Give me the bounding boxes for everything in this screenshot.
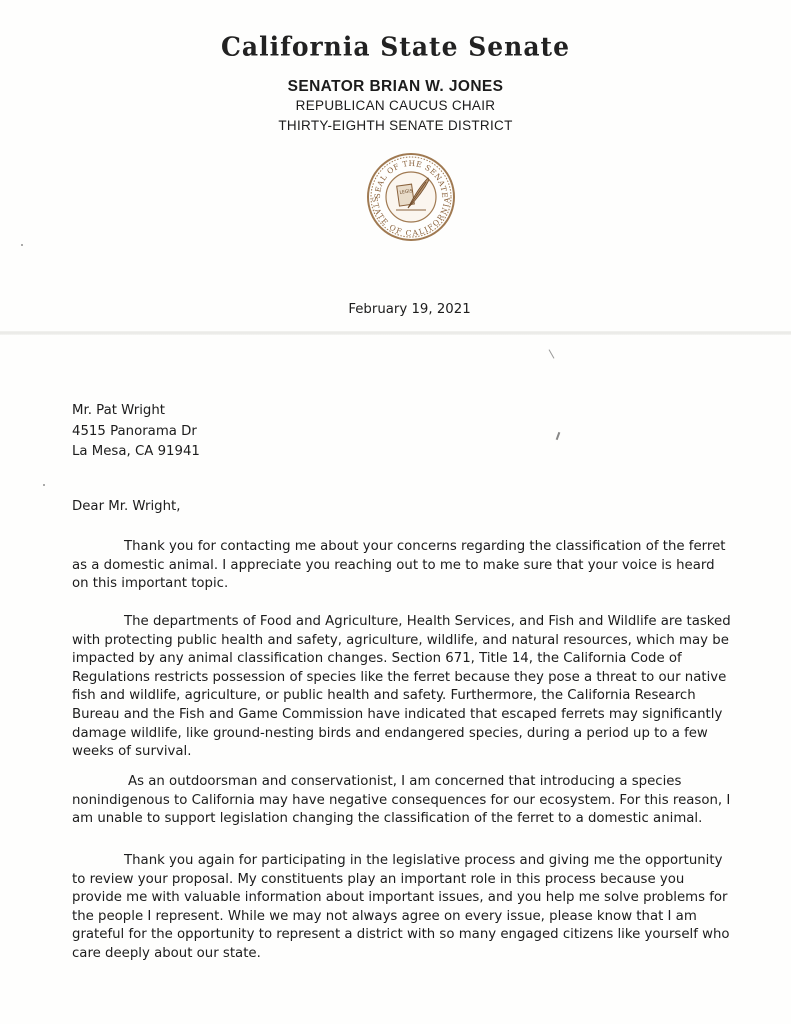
recipient-name: Mr. Pat Wright — [72, 403, 165, 418]
letter-date: February 19, 2021 — [348, 302, 471, 317]
senate-district: THIRTY-EIGHTH SENATE DISTRICT — [278, 118, 513, 133]
body-paragraph-3: As an outdoorsman and conservationist, I am concerned that introducing a species nonindigenous to California may have negative consequences for our ecosystem. For this reason, I am unable to support legislation changing the classification of the ferret to a domestic animal. — [72, 774, 731, 827]
seal-top-text: SEAL OF THE SENATE — [372, 158, 450, 199]
body-paragraph-1: Thank you for contacting me about your concerns regarding the classification of the ferret as a domestic animal. I appreciate you reaching out to me to make sure that your voice is heard on this important topic. — [72, 539, 726, 592]
seal-book-text: LEGIS — [399, 189, 413, 196]
scan-speck — [21, 244, 23, 246]
chamber-title: California State Senate — [220, 31, 570, 62]
body-paragraph-2: The departments of Food and Agriculture, Health Services, and Fish and Wildlife are tasked with protecting public health and safety, agriculture, wildlife, and natural resources, which may be impacted by any animal classification changes. Section 671, Title 14, the California Code of Regulations restricts possession of species like the ferret because they pose a threat to our native fish and wildlife, agriculture, or public health and safety. Furthermore, the California Research Bureau and the Fish and Game Commission have indicated that escaped ferrets may significantly damage wildlife, like ground-nesting birds and endangered species, during a period up to a few weeks of survival. — [72, 614, 731, 760]
paper-fold-line — [0, 331, 791, 335]
body-paragraph-4: Thank you again for participating in the legislative process and giving me the opportunity to review your proposal. My constituents play an important role in this process because you provide me with valuable information about important issues, and you help me solve problems for the people I represent. While we may not always agree on every issue, please know that I am grateful for the opportunity to represent a district with so many engaged citizens like yourself who care deeply about our state. — [72, 853, 730, 961]
salutation: Dear Mr. Wright, — [72, 499, 181, 514]
senator-name: SENATOR BRIAN W. JONES — [287, 78, 504, 95]
scan-speck — [43, 484, 45, 486]
recipient-city: La Mesa, CA 91941 — [72, 444, 200, 459]
scan-speck — [549, 349, 555, 358]
scan-speck — [556, 432, 561, 440]
seal-bottom-text: STATE OF CALIFORNIA — [370, 196, 452, 238]
senate-seal — [366, 152, 456, 242]
recipient-address — [72, 401, 200, 463]
caucus-title: REPUBLICAN CAUCUS CHAIR — [295, 98, 496, 113]
recipient-street: 4515 Panorama Dr — [72, 423, 197, 439]
seal-emblem-icon — [366, 152, 456, 242]
